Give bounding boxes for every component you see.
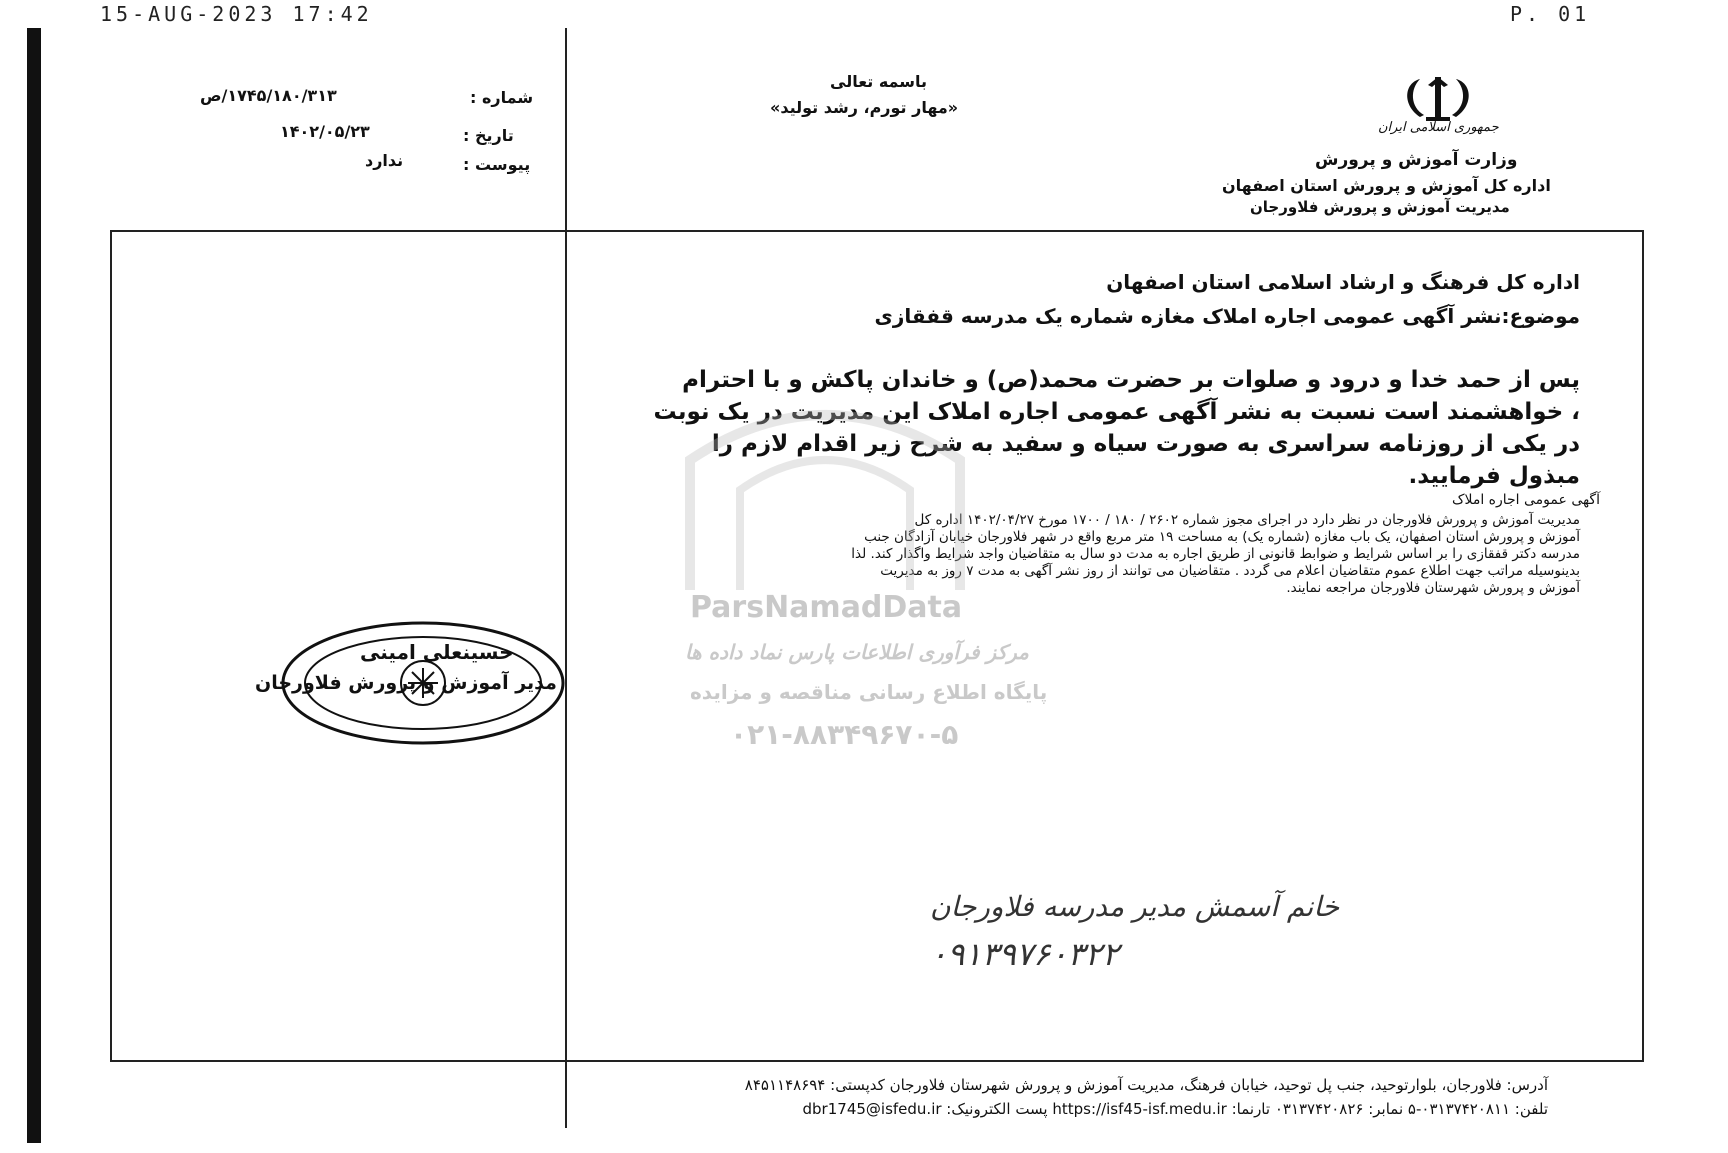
slogan: «مهار تورم، رشد تولید» (770, 98, 959, 117)
footer-address: آدرس: فلاورجان، بلوارتوحید، جنب پل توحید، خیابان فرهنگ، مدیریت آموزش و پرورش شهرستان فلاورجان کدپستی: ۸۴۵۱۱۴۸۶۹۴ (744, 1076, 1548, 1094)
ad-line: آموزش و پرورش استان اصفهان، یک باب مغازه (شماره یک) به مساحت ۱۹ متر مربع واقع در شهر فلاورجان خیابان آزادگان جنب (864, 529, 1580, 545)
attachment-label: پیوست : (463, 155, 531, 174)
body-line: پس از حمد خدا و درود و صلوات بر حضرت محمد(ص) و خاندان پاکش و با احترام (682, 367, 1580, 393)
iran-emblem-icon (1398, 75, 1478, 125)
handwritten-phone: ۰۹۱۳۹۷۶۰۳۲۲ (930, 935, 1120, 973)
ad-line: بدینوسیله مراتب جهت اطلاع عموم متقاضیان اعلام می گردد . متقاضیان می توانند از روز نشر آگهی به مدت ۷ روز به مدیریت (880, 563, 1580, 579)
invocation: باسمه تعالی (830, 72, 927, 91)
number-label: شماره : (470, 88, 534, 107)
footer-contact: تلفن: ۰۳۱۳۷۴۲۰۸۱۱-۵ نمابر: ۰۳۱۳۷۴۲۰۸۲۶ تارنما: https://isf45-isf.medu.ir پست الکترونیک: dbr1745@isfedu.ir (802, 1100, 1548, 1118)
emblem-caption: جمهوری اسلامی ایران (1378, 120, 1499, 135)
scan-edge-bar (27, 28, 41, 1143)
watermark-logo-icon (650, 400, 1000, 600)
date-label: تاریخ : (463, 126, 514, 145)
ad-line: مدیریت آموزش و پرورش فلاورجان در نظر دارد در اجرای مجوز شماره ۲۶۰۲ / ۱۸۰ / ۱۷۰۰ مورخ ۱۴۰۲/۰۴/۲۷ اداره کل (914, 512, 1580, 528)
body-line: در یکی از روزنامه سراسری به صورت سیاه و سفید به شرح زیر اقدام لازم را (711, 431, 1580, 457)
signature-title: مدیر آموزش و پرورش فلاورجان (255, 672, 557, 694)
watermark-phone: ۰۲۱-۸۸۳۴۹۶۷۰-۵ (730, 718, 959, 751)
body-line: مبذول فرمایید. (1408, 463, 1580, 489)
subject: موضوع:نشر آگهی عمومی اجاره املاک مغازه شماره یک مدرسه قفقازی (874, 304, 1580, 328)
general-office-name: اداره کل آموزش و پرورش استان اصفهان (1222, 176, 1551, 195)
ad-line: مدرسه دکتر قفقازی را بر اساس شرایط و ضوابط قانونی از طریق اجاره به مدت دو سال به متقاضیان واجد شرایط واگذار کند. لذا (851, 546, 1580, 562)
handwritten-note: خانم آسمش مدیر مدرسه فلاورجان (930, 890, 1340, 923)
seal-name: حسینعلی امینی (360, 640, 514, 664)
fax-page-number: P. 01 (1510, 2, 1591, 26)
date-value: ۱۴۰۲/۰۵/۲۳ (280, 122, 370, 141)
ministry-name: وزارت آموزش و پرورش (1315, 150, 1518, 170)
number-value: ۱۷۴۵/۱۸۰/۳۱۳/ص (200, 86, 337, 105)
local-office-name: مدیریت آموزش و پرورش فلاورجان (1250, 198, 1510, 216)
body-line: ، خواهشمند است نسبت به نشر آگهی عمومی اجاره املاک این مدیریت در یک نوبت (653, 399, 1580, 425)
watermark-brand: ParsNamadData (690, 590, 963, 625)
watermark-line1: مرکز فرآوری اطلاعات پارس نماد داده ها (685, 640, 1029, 664)
ad-title: آگهی عمومی اجاره املاک (1451, 492, 1600, 508)
watermark-line2: پایگاه اطلاع رسانی مناقصه و مزایده (690, 680, 1048, 704)
attachment-value: ندارد (365, 151, 404, 170)
fax-timestamp: 15-AUG-2023 17:42 (100, 2, 373, 26)
ad-line: آموزش و پرورش شهرستان فلاورجان مراجعه نمایند. (1286, 580, 1580, 596)
recipient: اداره کل فرهنگ و ارشاد اسلامی استان اصفهان (1106, 270, 1580, 294)
